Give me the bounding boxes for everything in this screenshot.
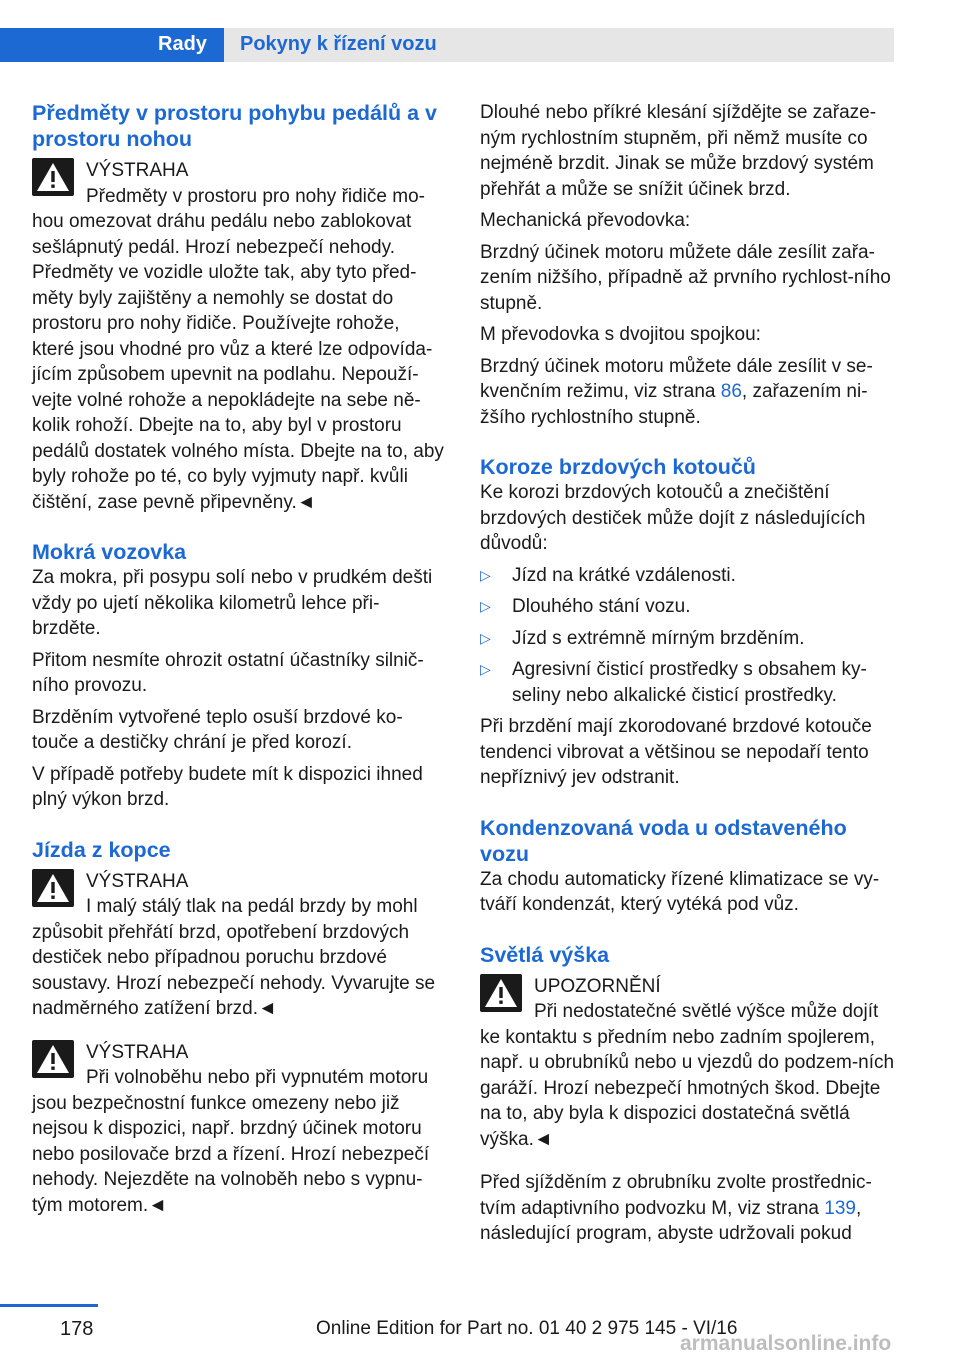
breadcrumb[interactable]: Pokyny k řízení vozu [240,33,437,55]
heading-wet-road: Mokrá vozovka [32,540,187,564]
warning-first-line: I malý stálý tlak na pedál brzdy by mohl [86,896,418,917]
paragraph: Brzdný účinek motoru můžete dále zesílit zařa-zením nižšího, případně až prvního rychlost-ního stupně. [480,241,891,314]
page-link-86[interactable]: 86 [720,381,742,402]
text: , zařazením ni-žšího rychlostního stupně. [480,381,868,428]
tab-rady[interactable]: Rady [158,33,207,55]
paragraph: Brzděním vytvořené teplo osuší brzdové ko-touče a destičky chrání je před korozí. [32,706,403,753]
right-column [480,100,895,1247]
paragraph: Při brzdění mají zkorodované brzdové kotouče tendenci vibrovat a většinou se nepodaří tento nepříznivý jev odstranit. [480,716,872,788]
warning-triangle-icon [32,158,74,196]
warning-label: VÝSTRAHA [86,160,189,181]
paragraph-with-link [480,1170,895,1247]
caution-block [480,974,895,1153]
paragraph: Mechanická převodovka: [480,210,691,231]
warning-text: jsou bezpečnostní funkce omezeny nebo již nejsou k dispozici, např. brzdný účinek motoru nebo posilovače brzd a řízení. Hrozí nebezpečí nehody. Nejezděte na volnoběh nebo s vypnu-tým motorem.◄ [32,1092,430,1216]
list-item [480,563,895,589]
paragraph: Za chodu automaticky řízené klimatizace se vy-tváří kondenzát, který vytéká pod vůz. [480,868,880,915]
warning-triangle-icon [32,869,74,907]
caution-text: ke kontaktu s předním nebo zadním spojlerem, např. u obrubníků nebo u vjezdů do podzem-ních garáží. Hrozí nebezpečí hmotných škod. Dbejte na to, aby byla k dispozici dostatečná světlá výška.◄ [480,1026,895,1150]
left-column [32,100,447,1218]
warning-block-2 [32,869,447,1022]
paragraph: Dlouhé nebo příkré klesání sjíždějte se zařaze-ným rychlostním stupněm, při němž musíte co nejméně brzdit. Jinak se může brzdový systém přehřát a může se snížit účinek brzd. [480,102,877,200]
heading-downhill: Jízda z kopce [32,837,171,862]
caution-first-line: Při nedostatečné světlé výšce může dojít [534,1001,879,1022]
page-header [0,0,960,62]
watermark: armanualsonline.info [680,1332,892,1355]
page-number: 178 [60,1318,94,1340]
list-item [480,657,895,708]
caution-label: UPOZORNĚNÍ [534,975,661,997]
paragraph: M převodovka s dvojitou spojkou: [480,324,761,345]
paragraph: Přitom nesmíte ohrozit ostatní účastníky silnič-ního provozu. [32,649,424,696]
warning-block-1 [32,158,447,515]
list-item-text: Dlouhého stání vozu. [512,596,691,617]
warning-label: VÝSTRAHA [86,870,189,892]
bullet-list [480,563,895,709]
text: Brzdný účinek motoru můžete dále zesílit v se-kvenčním režimu, viz strana [480,355,873,402]
list-item-text: Jízd s extrémně mírným brzděním. [512,627,805,649]
text: , následující program, abyste udržovali pokud [480,1197,862,1244]
paragraph-with-link [480,354,895,431]
warning-label: VÝSTRAHA [86,1041,189,1063]
warning-block-3 [32,1040,447,1219]
paragraph: Ke korozi brzdových kotoučů a znečištění brzdových destiček může dojít z následujících důvodů: [480,482,866,554]
heading-ground-clearance: Světlá výška [480,942,610,967]
warning-text: způsobit přehřátí brzd, opotřebení brzdových destiček nebo případnou poruchu brzdové soustavy. Hrozí nebezpečí nehody. Vyvarujte se nadměrného zatížení brzd.◄ [32,921,436,1019]
warning-first-line: Předměty v prostoru pro nohy řidiče mo- [86,185,425,207]
paragraph: Za mokra, při posypu solí nebo v prudkém dešti vždy po ujetí několika kilometrů lehce při-brzděte. [32,567,433,639]
edition-info: Online Edition for Part no. 01 40 2 975 145 - VI/16 [316,1318,738,1339]
page-link-139[interactable]: 139 [824,1197,856,1219]
heading-objects-footwell: Předměty v prostoru pohybu pedálů a v prostoru nohou [32,101,437,151]
triangle-bullet-icon: ▷ [480,566,491,583]
triangle-bullet-icon: ▷ [480,629,491,646]
warning-text: hou omezovat dráhu pedálu nebo zablokovat sešlápnutý pedál. Hrozí nebezpečí nehody. Předměty ve vozidle uložte tak, aby tyto před-měty byly zajištěny a nemohly se dostat do prostoru pro nohy řidiče. Používejte rohože, které jsou vhodné pro vůz a které lze odpovída-jícím způsobem upevnit na podlahu. Nepouží-vejte volné rohože a nepokládejte na sebe ně-kolik rohoží. Dbejte na to, aby byl v prostoru pedálů dostatek volného místa. Dbejte na to, aby byly rohože po té, co byly vyjmuty např. kvůli čištění, zase pevně připevněny.◄ [32,211,444,513]
list-item [480,626,895,652]
heading-brake-corrosion: Koroze brzdových kotoučů [480,455,756,479]
paragraph: V případě potřeby budete mít k dispozici ihned plný výkon brzd. [32,763,423,810]
warning-triangle-icon [32,1040,74,1078]
list-item-text: Jízd na krátké vzdálenosti. [512,564,736,586]
heading-condensation: Kondenzovaná voda u odstaveného vozu [480,815,847,866]
triangle-bullet-icon: ▷ [480,598,491,614]
triangle-bullet-icon: ▷ [480,661,491,677]
list-item-text: Agresivní čisticí prostředky s obsahem ky-seliny nebo alkalické čisticí prostředky. [512,659,867,706]
list-item [480,594,895,620]
footer-accent-line [0,1304,98,1307]
text: Před sjížděním z obrubníku zvolte prostřednic-tvím adaptivního podvozku M, viz strana [480,1172,872,1219]
warning-triangle-icon [480,974,522,1012]
warning-first-line: Při volnoběhu nebo při vypnutém motoru [86,1067,429,1088]
